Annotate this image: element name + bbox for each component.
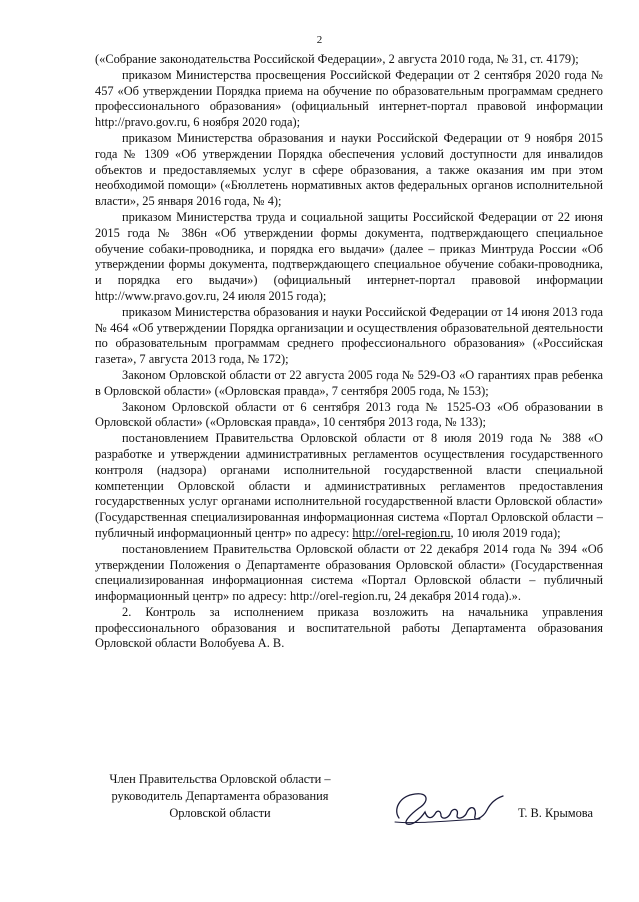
signatory-title-line1: Член Правительства Орловской области – xyxy=(109,772,331,786)
signer-name: Т. В. Крымова xyxy=(518,806,593,820)
handwritten-signature xyxy=(385,788,510,830)
signatory-title-line3: Орловской области xyxy=(169,806,271,820)
paragraph-resolution-394: постановлением Правительства Орловской области от 22 декабря 2014 года № 394 «Об утверждении Положения о Департаменте образования Орловской области» (Государственная специализированная информационная система «Портал Орловской области – публичный информационный центр» по адресу: http://orel-region.ru, 24 декабря 2014 года).». xyxy=(95,541,603,604)
paragraph-order-386n: приказом Министерства труда и социальной защиты Российской Федерации от 22 июня 2015 года № 386н «Об утверждении формы документа, подтверждающего специальное обучение собаки-проводника, и порядка его выдачи» (далее – приказ Минтруда России «Об утверждении формы документа, подтверждающего специальное обучение собаки-проводника, и порядка его выдачи») (официальный интернет-портал правовой информации http://www.pravo.gov.ru, 24 июля 2015 года); xyxy=(95,209,603,303)
page-number: 2 xyxy=(316,34,323,46)
signatory-title-line2: руководитель Департамента образования xyxy=(111,789,329,803)
paragraph-order-1309: приказом Министерства образования и науки Российской Федерации от 9 ноября 2015 года № 1309 «Об утверждении Порядка обеспечения условий доступности для инвалидов объектов и предоставляемых услуг в сфере образования, а также оказания им при этом необходимой помощи» («Бюллетень нормативных актов федеральных органов исполнительной власти», 25 января 2016 года, № 4); xyxy=(95,130,603,209)
signatory-title xyxy=(75,771,365,822)
paragraph-law-1525: Законом Орловской области от 6 сентября 2013 года № 1525-ОЗ «Об образовании в Орловской области» («Орловская правда», 10 сентября 2013 года, № 133); xyxy=(95,399,603,430)
paragraph-source-citation: («Собрание законодательства Российской Федерации», 2 августа 2010 года, № 31, ст. 4179); xyxy=(95,52,579,66)
document-body xyxy=(95,52,603,652)
paragraph-resolution-388 xyxy=(95,431,603,542)
paragraph-control-clause: 2. Контроль за исполнением приказа возложить на начальника управления профессионального образования и воспитательной работы Департамента образования Орловской области Волобуева А. В. xyxy=(95,604,603,651)
paragraph-order-457: приказом Министерства просвещения Российской Федерации от 2 сентября 2020 года № 457 «Об утверждении Порядка приема на обучение по образовательным программам среднего профессионального образования» (официальный интернет-портал правовой информации http://pravo.gov.ru, 6 ноября 2020 года); xyxy=(95,67,603,130)
paragraph-order-464: приказом Министерства образования и науки Российской Федерации от 14 июня 2013 года № 464 «Об утверждении Порядка организации и осуществления образовательной деятельности по образовательным программам среднего профессионального образования» («Российская газета», 7 августа 2013 года, № 172); xyxy=(95,304,603,367)
orel-region-link[interactable]: http://orel-region.ru xyxy=(352,525,451,540)
resolution-388-date: , 10 июля 2019 года); xyxy=(450,525,561,540)
paragraph-law-529: Законом Орловской области от 22 августа 2005 года № 529-ОЗ «О гарантиях прав ребенка в Орловской области» («Орловская правда», 7 сентября 2005 года, № 153); xyxy=(95,367,603,398)
resolution-388-text: постановлением Правительства Орловской области от 8 июля 2019 года № 388 «О разработке и утверждении административных регламентов осуществления государственного контроля (надзора) органами исполнительной государственной власти специальной компетенции Орловской области и административных регламентов предоставления государственных услуг органами исполнительной государственной власти Орловской области» (Государственная специализированная информационная система «Портал Орловской области – публичный информационный центр» по адресу: xyxy=(95,431,603,540)
